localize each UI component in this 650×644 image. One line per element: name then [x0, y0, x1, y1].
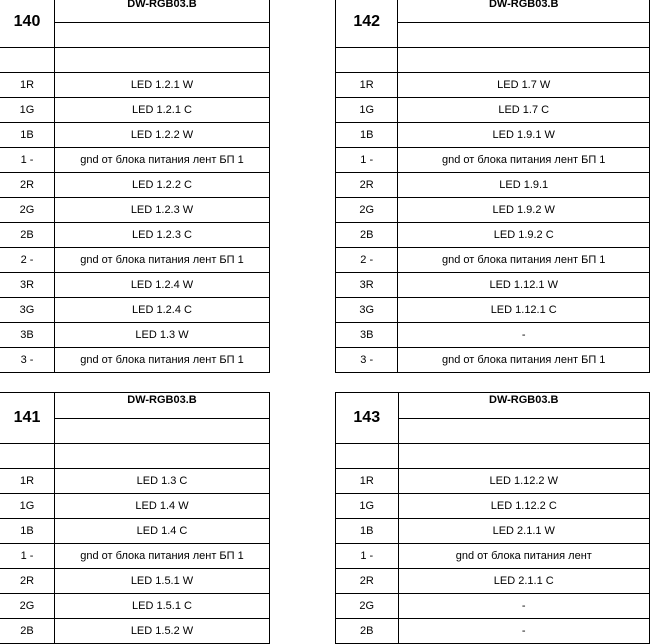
table-row [336, 469, 650, 494]
pin-label: 2R [336, 173, 398, 198]
connection-value: LED 1.2.1 W [55, 73, 270, 98]
pin-label: 2 - [0, 248, 55, 273]
pin-label: 2B [0, 619, 55, 644]
controller-number: 142 [336, 0, 398, 48]
controller-table-141 [0, 392, 270, 644]
controller-table-body [0, 393, 270, 644]
pin-label: 3B [0, 323, 55, 348]
empty-row [0, 444, 270, 469]
table-row [336, 98, 650, 123]
empty-cell [398, 444, 649, 469]
empty-cell [398, 23, 650, 48]
empty-row [336, 48, 650, 73]
empty-cell [398, 419, 649, 444]
pin-label: 3 - [336, 348, 398, 373]
connection-value: LED 1.5.1 C [55, 594, 270, 619]
header-row [0, 393, 270, 419]
table-row [336, 619, 650, 644]
table-row [336, 148, 650, 173]
device-model: DW-RGB03.B [55, 393, 270, 419]
header-row [336, 393, 650, 419]
table-row [336, 223, 650, 248]
connection-value: LED 1.5.2 W [55, 619, 270, 644]
table-row [336, 123, 650, 148]
table-row [336, 594, 650, 619]
controller-number: 143 [336, 393, 399, 444]
device-model: DW-RGB03.B [55, 0, 270, 23]
pin-label: 1R [336, 469, 399, 494]
connection-value: LED 1.3 C [55, 469, 270, 494]
empty-cell [0, 444, 55, 469]
controller-table-142 [335, 0, 650, 373]
table-row [0, 469, 270, 494]
empty-cell [55, 48, 270, 73]
pin-label: 1 - [0, 148, 55, 173]
controller-table-body [336, 393, 650, 644]
table-row [336, 519, 650, 544]
connection-value: LED 1.2.3 C [55, 223, 270, 248]
table-row [0, 273, 270, 298]
pin-label: 1 - [336, 148, 398, 173]
table-row [0, 594, 270, 619]
connection-value: LED 1.9.2 W [398, 198, 650, 223]
connection-value: gnd от блока питания лент [398, 544, 649, 569]
controller-number: 140 [0, 0, 55, 48]
controller-number: 141 [0, 393, 55, 444]
pin-label: 1B [0, 123, 55, 148]
pin-label: 3R [0, 273, 55, 298]
connection-value: - [398, 323, 650, 348]
pin-label: 1 - [336, 544, 399, 569]
pin-label: 3G [336, 298, 398, 323]
table-row [0, 223, 270, 248]
table-row [0, 298, 270, 323]
connection-value: LED 1.2.4 W [55, 273, 270, 298]
connection-value: LED 1.9.1 W [398, 123, 650, 148]
table-row [336, 173, 650, 198]
connection-value: LED 1.2.1 C [55, 98, 270, 123]
table-row [0, 173, 270, 198]
controller-table-body [0, 0, 270, 373]
connection-value: gnd от блока питания лент БП 1 [398, 348, 650, 373]
empty-cell [0, 48, 55, 73]
device-model: DW-RGB03.B [398, 393, 649, 419]
device-model: DW-RGB03.B [398, 0, 650, 23]
connection-value: LED 1.2.2 W [55, 123, 270, 148]
pin-label: 1R [336, 73, 398, 98]
pin-label: 2R [0, 173, 55, 198]
connection-value: LED 1.12.2 W [398, 469, 649, 494]
connection-value: gnd от блока питания лент БП 1 [398, 248, 650, 273]
empty-cell [55, 444, 270, 469]
connection-value: LED 1.12.1 C [398, 298, 650, 323]
table-row [336, 569, 650, 594]
pin-label: 2B [336, 223, 398, 248]
pin-label: 3G [0, 298, 55, 323]
pin-label: 1B [0, 519, 55, 544]
pin-label: 1G [0, 494, 55, 519]
empty-row [336, 444, 650, 469]
header-row [0, 0, 270, 23]
pin-label: 1R [0, 469, 55, 494]
connection-value: LED 1.12.2 C [398, 494, 649, 519]
table-row [0, 98, 270, 123]
table-row [0, 198, 270, 223]
connection-value: LED 1.5.1 W [55, 569, 270, 594]
connection-value: gnd от блока питания лент БП 1 [55, 148, 270, 173]
controller-table-143 [335, 392, 650, 644]
empty-cell [55, 23, 270, 48]
connection-value: LED 2.1.1 C [398, 569, 649, 594]
table-row [0, 323, 270, 348]
pin-label: 3B [336, 323, 398, 348]
table-row [336, 494, 650, 519]
pin-label: 2R [336, 569, 399, 594]
connection-value: LED 1.12.1 W [398, 273, 650, 298]
connection-value: LED 1.4 C [55, 519, 270, 544]
connection-value: - [398, 619, 649, 644]
table-row [0, 148, 270, 173]
connection-value: LED 1.3 W [55, 323, 270, 348]
connection-value: LED 1.9.2 C [398, 223, 650, 248]
connection-value: LED 1.9.1 [398, 173, 650, 198]
empty-cell [55, 419, 270, 444]
connection-value: LED 1.7 W [398, 73, 650, 98]
connection-value: LED 2.1.1 W [398, 519, 649, 544]
pin-label: 1G [0, 98, 55, 123]
connection-value: gnd от блока питания лент БП 1 [55, 348, 270, 373]
pin-label: 3R [336, 273, 398, 298]
pin-label: 2B [0, 223, 55, 248]
pin-label: 3 - [0, 348, 55, 373]
pin-label: 1G [336, 494, 399, 519]
pin-label: 2R [0, 569, 55, 594]
pin-label: 2B [336, 619, 399, 644]
pin-label: 1 - [0, 544, 55, 569]
connection-value: gnd от блока питания лент БП 1 [55, 248, 270, 273]
table-row [336, 298, 650, 323]
table-row [336, 323, 650, 348]
controller-table-body [336, 0, 650, 373]
empty-cell [398, 48, 650, 73]
table-row [336, 544, 650, 569]
connection-value: LED 1.7 C [398, 98, 650, 123]
pin-label: 2G [336, 594, 399, 619]
table-row [0, 73, 270, 98]
connection-value: LED 1.2.4 C [55, 298, 270, 323]
empty-cell [336, 444, 399, 469]
connection-value: LED 1.2.3 W [55, 198, 270, 223]
table-row [0, 544, 270, 569]
connection-value: - [398, 594, 649, 619]
pin-label: 1G [336, 98, 398, 123]
pin-label: 2G [0, 198, 55, 223]
table-row [0, 348, 270, 373]
table-row [0, 494, 270, 519]
table-row [0, 619, 270, 644]
table-row [336, 73, 650, 98]
table-row [336, 348, 650, 373]
connection-value: LED 1.2.2 C [55, 173, 270, 198]
table-row [336, 273, 650, 298]
pin-label: 1R [0, 73, 55, 98]
table-row [0, 248, 270, 273]
header-row [336, 0, 650, 23]
pin-label: 1B [336, 519, 399, 544]
connection-value: LED 1.4 W [55, 494, 270, 519]
pin-label: 2 - [336, 248, 398, 273]
table-row [0, 123, 270, 148]
pin-label: 2G [336, 198, 398, 223]
connection-value: gnd от блока питания лент БП 1 [55, 544, 270, 569]
table-row [0, 569, 270, 594]
table-row [0, 519, 270, 544]
table-row [336, 248, 650, 273]
table-row [336, 198, 650, 223]
connection-value: gnd от блока питания лент БП 1 [398, 148, 650, 173]
empty-cell [336, 48, 398, 73]
pin-label: 2G [0, 594, 55, 619]
pin-label: 1B [336, 123, 398, 148]
controller-table-140 [0, 0, 270, 373]
empty-row [0, 48, 270, 73]
